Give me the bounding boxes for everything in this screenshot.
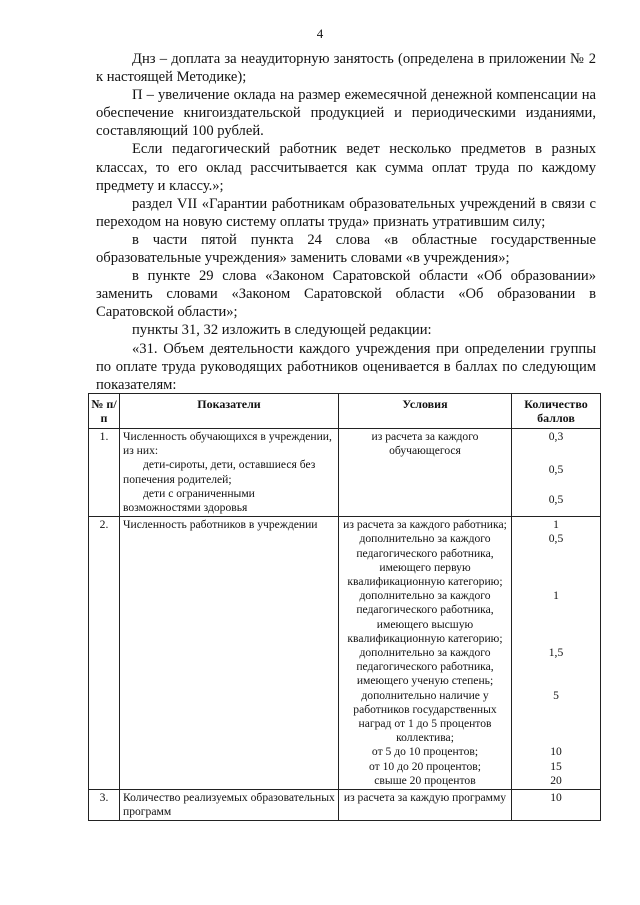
row-indicator xyxy=(120,429,339,517)
row-number: 3. xyxy=(89,790,120,821)
header-number: № п/п xyxy=(89,394,120,429)
paragraph: Если педагогический работник ведет несколько предметов в разных классах, то его оклад рассчитывается как сумма оплат труда по каждому предмету и классу.»; xyxy=(96,141,596,194)
indicator-sub: дети-сироты, дети, оставшиеся без попечения родителей; xyxy=(123,458,316,486)
paragraph: П – увеличение оклада на размер ежемесячной денежной компенсации на обеспечение книгоиздательской продукцией и периодическими изданиями, составляющий 100 рублей. xyxy=(96,87,596,140)
page-number: 4 xyxy=(316,26,324,41)
condition-item: от 5 до 10 процентов; xyxy=(371,745,479,759)
paragraph: пункты 31, 32 изложить в следующей редакции: xyxy=(132,322,432,339)
table-row xyxy=(89,517,601,790)
condition-item: свыше 20 процентов xyxy=(374,773,476,787)
indicator-main: Численность обучающихся в учреждении, из них: xyxy=(123,430,332,458)
row-points xyxy=(512,429,601,517)
table-header-row xyxy=(89,394,601,429)
row-indicator: Количество реализуемых образовательных программ xyxy=(120,790,339,821)
condition-item: дополнительно за каждого педагогического работника, имеющего первую квалификационную категорию; xyxy=(347,532,503,589)
paragraph: «31. Объем деятельности каждого учреждения при определении группы по оплате труда руководящих работников оценивается в баллах по следующим показателям: xyxy=(96,340,596,393)
row-indicator: Численность работников в учреждении xyxy=(120,517,339,790)
points-value: 15 xyxy=(550,759,562,773)
row-points xyxy=(512,790,601,821)
row-number: 1. xyxy=(89,429,120,517)
row-condition xyxy=(339,517,512,790)
points-value: 5 xyxy=(553,688,559,702)
condition-item: от 10 до 20 процентов; xyxy=(369,759,481,773)
condition-item: дополнительно наличие у работников государственных наград от 1 до 5 процентов коллектива; xyxy=(353,688,497,745)
points-value: 0,5 xyxy=(548,463,564,476)
table-row xyxy=(89,790,601,821)
points-value: 1,5 xyxy=(548,646,564,659)
paragraph: в части пятой пункта 24 слова «в областные государственные образовательные учреждения» заменить словами «в учреждения»; xyxy=(96,231,596,267)
row-condition: из расчета за каждого обучающегося xyxy=(339,429,512,517)
indicator-sub: дети с ограниченными возможностями здоровья xyxy=(123,486,255,515)
paragraph: Днз – доплата за неаудиторную занятость (определена в приложении № 2 к настоящей Методике); xyxy=(96,51,596,86)
condition-item: из расчета за каждого работника; xyxy=(343,518,507,532)
points-value: 10 xyxy=(550,745,562,759)
paragraph: в пункте 29 слова «Законом Саратовской области «Об образовании» заменить словами «Законом Саратовской области «Об образовании в Саратовской области»; xyxy=(96,268,596,321)
condition-item: дополнительно за каждого педагогического работника, имеющего высшую квалификационную категорию; xyxy=(347,589,503,645)
points-value: 0,3 xyxy=(548,430,564,443)
points-value: 0,5 xyxy=(548,532,564,546)
points-value: 0,5 xyxy=(548,493,564,506)
row-condition: из расчета за каждую программу xyxy=(339,790,512,821)
row-number: 2. xyxy=(89,517,120,790)
points-value: 20 xyxy=(550,773,562,787)
points-value: 1 xyxy=(553,589,559,603)
row-points xyxy=(512,517,601,790)
table-row xyxy=(89,429,601,517)
condition-item: дополнительно за каждого педагогического работника, имеющего ученую степень; xyxy=(356,646,494,688)
document-body xyxy=(96,50,596,394)
points-value: 10 xyxy=(550,791,562,805)
points-value: 1 xyxy=(553,518,559,532)
header-indicator: Показатели xyxy=(120,394,339,429)
indicators-table xyxy=(88,393,601,821)
header-points: Количество баллов xyxy=(512,394,601,429)
paragraph: раздел VII «Гарантии работникам образовательных учреждений в связи с переходом на новую систему оплаты труда» признать утратившим силу; xyxy=(96,195,596,230)
header-condition: Условия xyxy=(339,394,512,429)
